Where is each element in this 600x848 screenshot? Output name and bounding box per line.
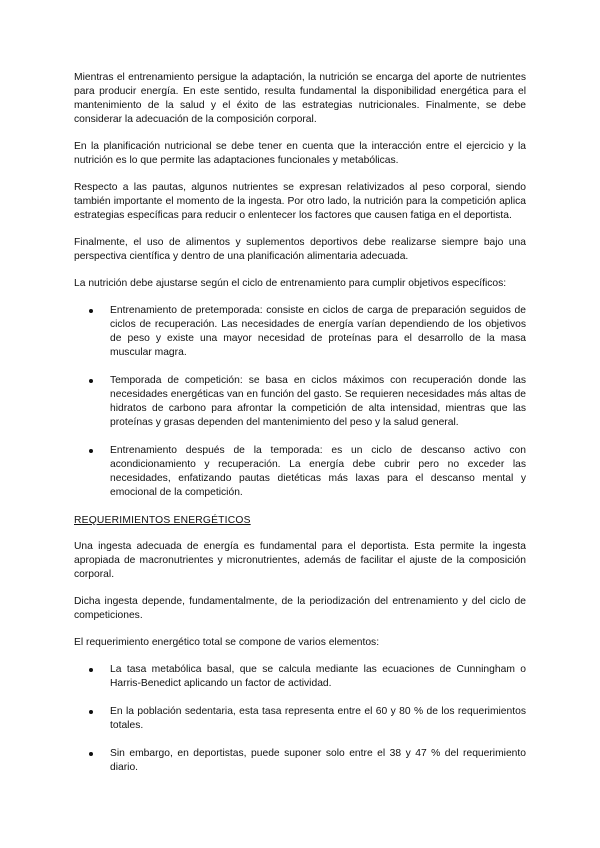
energy-requirement-list bbox=[74, 663, 526, 775]
training-cycle-list bbox=[74, 304, 526, 500]
intro-paragraph-4: Finalmente, el uso de alimentos y suplementos deportivos debe realizarse siempre bajo una perspectiva científica y dentro de una planificación alimentaria adecuada. bbox=[74, 237, 526, 262]
list-item-text: Sin embargo, en deportistas, puede suponer solo entre el 38 y 47 % del requerimiento diario. bbox=[110, 748, 526, 773]
document-page bbox=[74, 71, 526, 789]
bullet-icon bbox=[89, 668, 93, 672]
list-item-text: En la población sedentaria, esta tasa representa entre el 60 y 80 % de los requerimientos totales. bbox=[110, 706, 526, 731]
list-item-text: La tasa metabólica basal, que se calcula mediante las ecuaciones de Cunningham o Harris-Benedict aplicando un factor de actividad. bbox=[110, 664, 526, 689]
section-paragraph-2: Dicha ingesta depende, fundamentalmente, de la periodización del entrenamiento y del ciclo de competiciones. bbox=[74, 596, 526, 621]
intro-paragraph-2: En la planificación nutricional se debe tener en cuenta que la interacción entre el ejercicio y la nutrición es lo que permite las adaptaciones funcionales y metabólicas. bbox=[74, 141, 526, 166]
list-item bbox=[74, 304, 526, 360]
intro-paragraph-1: Mientras el entrenamiento persigue la adaptación, la nutrición se encarga del aporte de nutrientes para producir energía. En este sentido, resulta fundamental la disponibilidad energética para el mantenimiento de la salud y el éxito de las estrategias nutricionales. Finalmente, se debe considerar la adecuación de la composición corporal. bbox=[74, 72, 526, 125]
intro-paragraph-5: La nutrición debe ajustarse según el ciclo de entrenamiento para cumplir objetivos específicos: bbox=[74, 278, 507, 289]
list-item bbox=[74, 705, 526, 733]
list-item bbox=[74, 663, 526, 691]
list-item-text: Entrenamiento después de la temporada: es un ciclo de descanso activo con acondicionamiento y recuperación. La energía debe cubrir pero no exceder las necesidades, enfatizando pautas dietéticas más laxas para el descanso mental y emocional de la competición. bbox=[110, 445, 526, 498]
section-heading: REQUERIMIENTOS ENERGÉTICOS bbox=[74, 515, 251, 526]
list-item bbox=[74, 374, 526, 430]
bullet-icon bbox=[89, 379, 93, 383]
list-item bbox=[74, 747, 526, 775]
bullet-icon bbox=[89, 710, 93, 714]
bullet-icon bbox=[89, 449, 93, 453]
bullet-icon bbox=[89, 309, 93, 313]
intro-paragraph-3: Respecto a las pautas, algunos nutrientes se expresan relativizados al peso corporal, siendo también importante el momento de la ingesta. Por otro lado, la nutrición para la competición aplica estrategias específicas para reducir o enlentecer los factores que causen fatiga en el deportista. bbox=[74, 182, 526, 221]
section-paragraph-3: El requerimiento energético total se compone de varios elementos: bbox=[74, 637, 380, 648]
section-paragraph-1: Una ingesta adecuada de energía es fundamental para el deportista. Esta permite la ingesta apropiada de macronutrientes y micronutrientes, además de facilitar el ajuste de la composición corporal. bbox=[74, 541, 526, 580]
list-item-text: Entrenamiento de pretemporada: consiste en ciclos de carga de preparación seguidos de ciclos de recuperación. Las necesidades de energía varían dependiendo de los objetivos de peso y existe una mayor necesidad de proteínas para el desarrollo de la masa muscular magra. bbox=[110, 305, 526, 358]
bullet-icon bbox=[89, 752, 93, 756]
list-item bbox=[74, 444, 526, 500]
list-item-text: Temporada de competición: se basa en ciclos máximos con recuperación donde las necesidades energéticas van en función del gasto. Se requieren necesidades más altas de hidratos de carbono para afrontar la competición de alta intensidad, mientras que las proteínas y grasas dependen del mantenimiento del peso y la salud general. bbox=[110, 375, 526, 428]
